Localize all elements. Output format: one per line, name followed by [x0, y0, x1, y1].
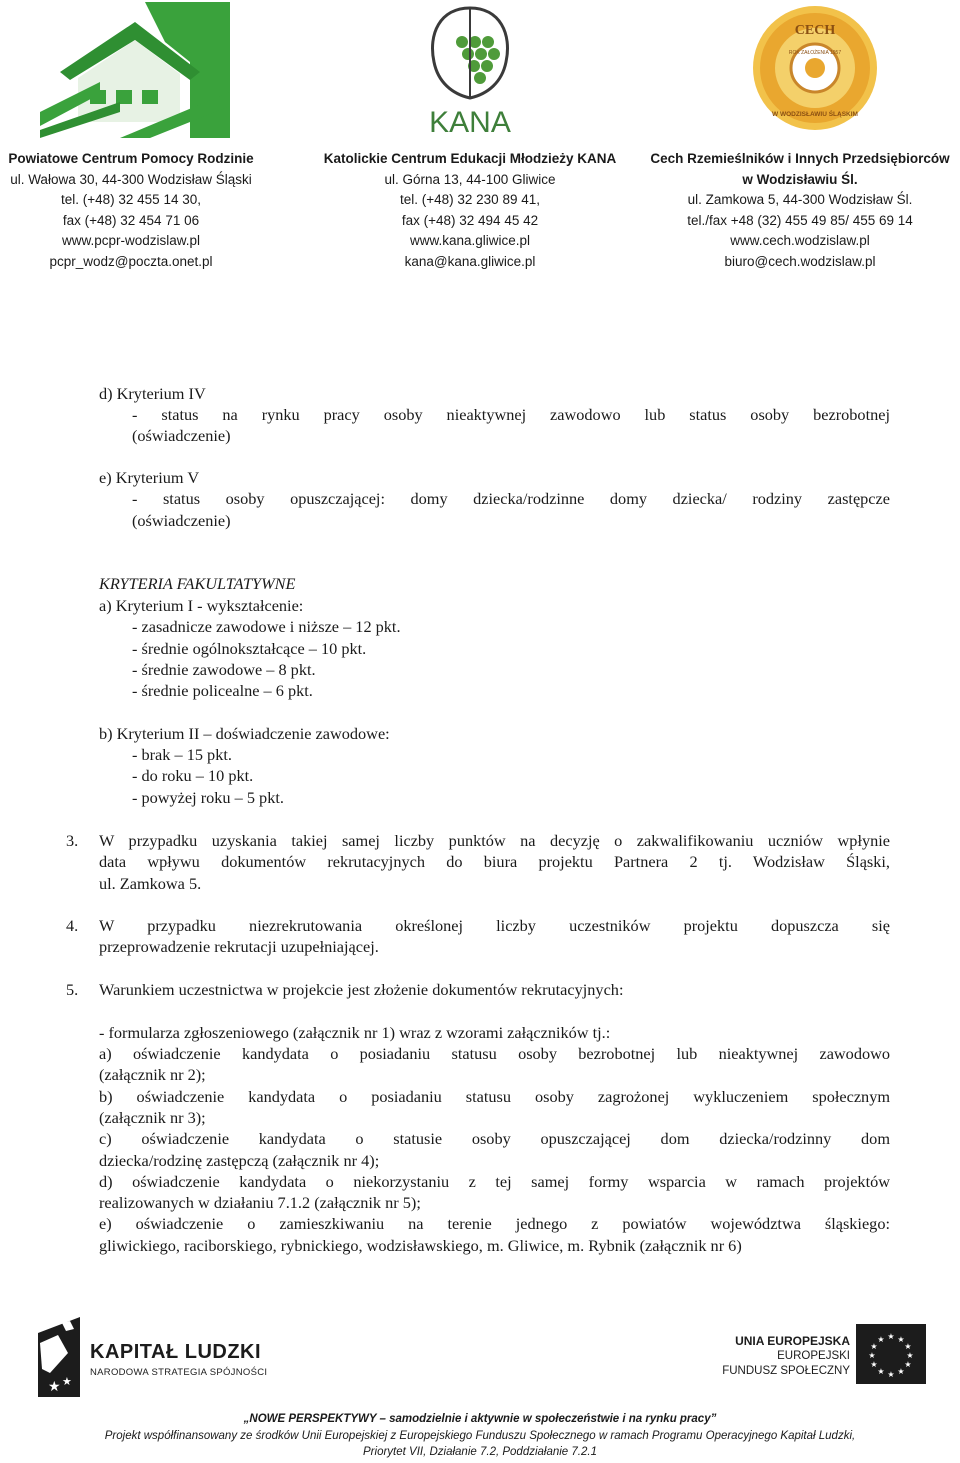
footer-line3: Priorytet VII, Działanie 7.2, Poddziałanie 7.2.1: [363, 1446, 597, 1458]
svg-text:★: ★: [897, 1367, 905, 1376]
pcpr-address: ul. Wałowa 30, 44-300 Wodzisław Śląski: [10, 171, 252, 187]
svg-text:★: ★: [904, 1360, 912, 1369]
criterion-v-line2: (oświadczenie): [132, 511, 231, 530]
eu-logo-line3: FUNDUSZ SPOŁECZNY: [722, 1365, 850, 1377]
cech-name-1: Cech Rzemieślników i Innych Przedsiębiorców: [650, 151, 950, 166]
paragraph-3-number: 3.: [66, 831, 79, 850]
criterion-v-line1: - status osoby opuszczającej: domy dziecka/rodzinne domy dziecka/ rodziny zastępcze: [132, 489, 890, 508]
cech-logo-founded: ROK ZAŁOŻENIA 1957: [788, 50, 842, 56]
svg-text:★: ★: [870, 1360, 878, 1369]
cech-logo-subtext: W WODZISŁAWIU ŚLĄSKIM: [772, 111, 858, 118]
paragraph-3-line2: data wpływu dokumentów rekrutacyjnych do biura projektu Partnera 2 tj. Wodzisław Śląski,: [99, 852, 890, 871]
kana-logo: [418, 2, 523, 136]
kapital-ludzki-logo: [28, 1313, 288, 1397]
svg-text:★: ★: [48, 1378, 61, 1394]
document-item-e: e) oświadczenie o zamieszkiwaniu na terenie jednego z powiatów województwa śląskiego:: [99, 1214, 890, 1233]
cech-name-2: w Wodzisławiu Śl.: [742, 171, 858, 187]
footer-slogan: „NOWE PERSPEKTYWY – samodzielnie i aktywnie w społeczeństwie i na rynku pracy”: [243, 1413, 717, 1425]
document-item-b-cont: (załącznik nr 3);: [99, 1108, 206, 1127]
kana-logo-text: KANA: [429, 106, 511, 136]
kana-name: Katolickie Centrum Edukacji Młodzieży KANA: [323, 151, 617, 166]
eu-flag-icon: [856, 1324, 926, 1384]
cech-address: ul. Zamkowa 5, 44-300 Wodzisław Śl.: [687, 192, 913, 207]
paragraph-3-line1: W przypadku uzyskania takiej samej liczby punktów na decyzję o zakwalifikowaniu uczniów wpłynie: [99, 831, 890, 850]
kana-www[interactable]: www.kana.gliwice.pl: [409, 233, 531, 248]
paragraph-3-line3: ul. Zamkowa 5.: [99, 874, 202, 893]
svg-text:★: ★: [868, 1351, 876, 1360]
paragraph-5-line1: Warunkiem uczestnictwa w projekcie jest złożenie dokumentów rekrutacyjnych:: [99, 980, 624, 999]
criterion-iv-title: d) Kryterium IV: [99, 384, 206, 403]
criterion-ii-item: - powyżej roku – 5 pkt.: [132, 788, 284, 807]
criterion-ii-title: b) Kryterium II – doświadczenie zawodowe:: [99, 724, 390, 743]
kapital-ludzki-subtitle: NARODOWA STRATEGIA SPÓJNOŚCI: [90, 1367, 268, 1378]
pcpr-www[interactable]: www.pcpr-wodzislaw.pl: [61, 233, 201, 248]
criterion-ii-item: - brak – 15 pkt.: [132, 745, 232, 764]
document-item-a: a) oświadczenie kandydata o posiadaniu statusu osoby bezrobotnej lub nieaktywnej zawodowo: [99, 1044, 890, 1063]
svg-text:★: ★: [877, 1335, 885, 1344]
header-cech: [640, 149, 960, 272]
header-kana: [305, 149, 635, 272]
cech-www[interactable]: www.cech.wodzislaw.pl: [730, 233, 870, 248]
criterion-i-item: - średnie ogólnokształcące – 10 pkt.: [132, 639, 367, 658]
criterion-iv-line2: (oświadczenie): [132, 426, 231, 445]
kana-fax: fax (+48) 32 494 45 42: [401, 212, 539, 228]
documents-intro: - formularza zgłoszeniowego (załącznik nr 1) wraz z wzorami załączników tj.:: [99, 1023, 611, 1042]
svg-text:★: ★: [62, 1376, 72, 1388]
header-pcpr: [0, 149, 262, 272]
footer-line2: Projekt współfinansowany ze środków Unii Europejskiej z Europejskiego Funduszu Społecznego w ramach Programu Operacyjnego Kapitał Ludzki,: [104, 1430, 856, 1442]
svg-text:★: ★: [897, 1335, 905, 1344]
kana-address: ul. Górna 13, 44-100 Gliwice: [384, 171, 556, 187]
criterion-v-title: e) Kryterium V: [99, 468, 200, 487]
eu-logo: [722, 1320, 926, 1390]
paragraph-4-line2: przeprowadzenie rekrutacji uzupełniającej.: [99, 937, 379, 956]
optional-criteria-title: KRYTERIA FAKULTATYWNE: [99, 574, 296, 593]
criterion-i-item: - średnie zawodowe – 8 pkt.: [132, 660, 316, 679]
document-item-b: b) oświadczenie kandydata o posiadaniu statusu osoby zagrożonej wykluczeniem społecznym: [99, 1087, 890, 1106]
kapital-ludzki-title: KAPITAŁ LUDZKI: [90, 1341, 262, 1363]
svg-text:★: ★: [877, 1367, 885, 1376]
criterion-ii-item: - do roku – 10 pkt.: [132, 766, 254, 785]
svg-text:★: ★: [887, 1370, 895, 1379]
criterion-i-title: a) Kryterium I - wykształcenie:: [99, 596, 304, 615]
pcpr-logo: [40, 2, 230, 138]
document-item-d-cont: realizowanych w działaniu 7.1.2 (załącznik nr 5);: [99, 1193, 421, 1212]
cech-tel: tel./fax +48 (32) 455 49 85/ 455 69 14: [687, 212, 913, 228]
kana-email[interactable]: kana@kana.gliwice.pl: [404, 253, 536, 269]
document-item-e-cont: gliwickiego, raciborskiego, rybnickiego, wodzisławskiego, m. Gliwice, m. Rybnik (załącznik nr 6): [99, 1236, 742, 1255]
criterion-i-item: - zasadnicze zawodowe i niższe – 12 pkt.: [132, 617, 401, 636]
cech-email[interactable]: biuro@cech.wodzislaw.pl: [724, 253, 876, 269]
kana-tel: tel. (+48) 32 230 89 41,: [400, 192, 540, 207]
criterion-iv-line1: - status na rynku pracy osoby nieaktywnej zawodowo lub status osoby bezrobotnej: [132, 405, 890, 424]
cech-logo: [751, 4, 879, 132]
svg-text:★: ★: [904, 1342, 912, 1351]
pcpr-name: Powiatowe Centrum Pomocy Rodzinie: [8, 151, 254, 166]
paragraph-4-line1: W przypadku niezrekrutowania określonej liczby uczestników projektu dopuszcza się: [99, 916, 890, 935]
eu-logo-line2: EUROPEJSKI: [777, 1350, 850, 1362]
svg-text:★: ★: [887, 1332, 895, 1341]
document-item-a-cont: (załącznik nr 2);: [99, 1065, 206, 1084]
criterion-i-item: - średnie policealne – 6 pkt.: [132, 681, 313, 700]
pcpr-fax: fax (+48) 32 454 71 06: [62, 212, 200, 228]
pcpr-email[interactable]: pcpr_wodz@poczta.onet.pl: [49, 253, 213, 269]
cech-logo-text: CECH: [794, 23, 836, 38]
paragraph-4-number: 4.: [66, 916, 79, 935]
eu-logo-line1: UNIA EUROPEJSKA: [735, 1334, 850, 1348]
document-item-c: c) oświadczenie kandydata o statusie osoby opuszczającej dom dziecka/rodzinny dom: [99, 1129, 890, 1148]
paragraph-5-number: 5.: [66, 980, 79, 999]
pcpr-tel: tel. (+48) 32 455 14 30,: [61, 192, 201, 207]
svg-text:★: ★: [870, 1342, 878, 1351]
svg-text:★: ★: [906, 1351, 914, 1360]
document-item-d: d) oświadczenie kandydata o niekorzystaniu z tej samej formy wsparcia w ramach projektów: [99, 1172, 890, 1191]
document-item-c-cont: dziecka/rodzinę zastępczą (załącznik nr 4);: [99, 1151, 380, 1170]
